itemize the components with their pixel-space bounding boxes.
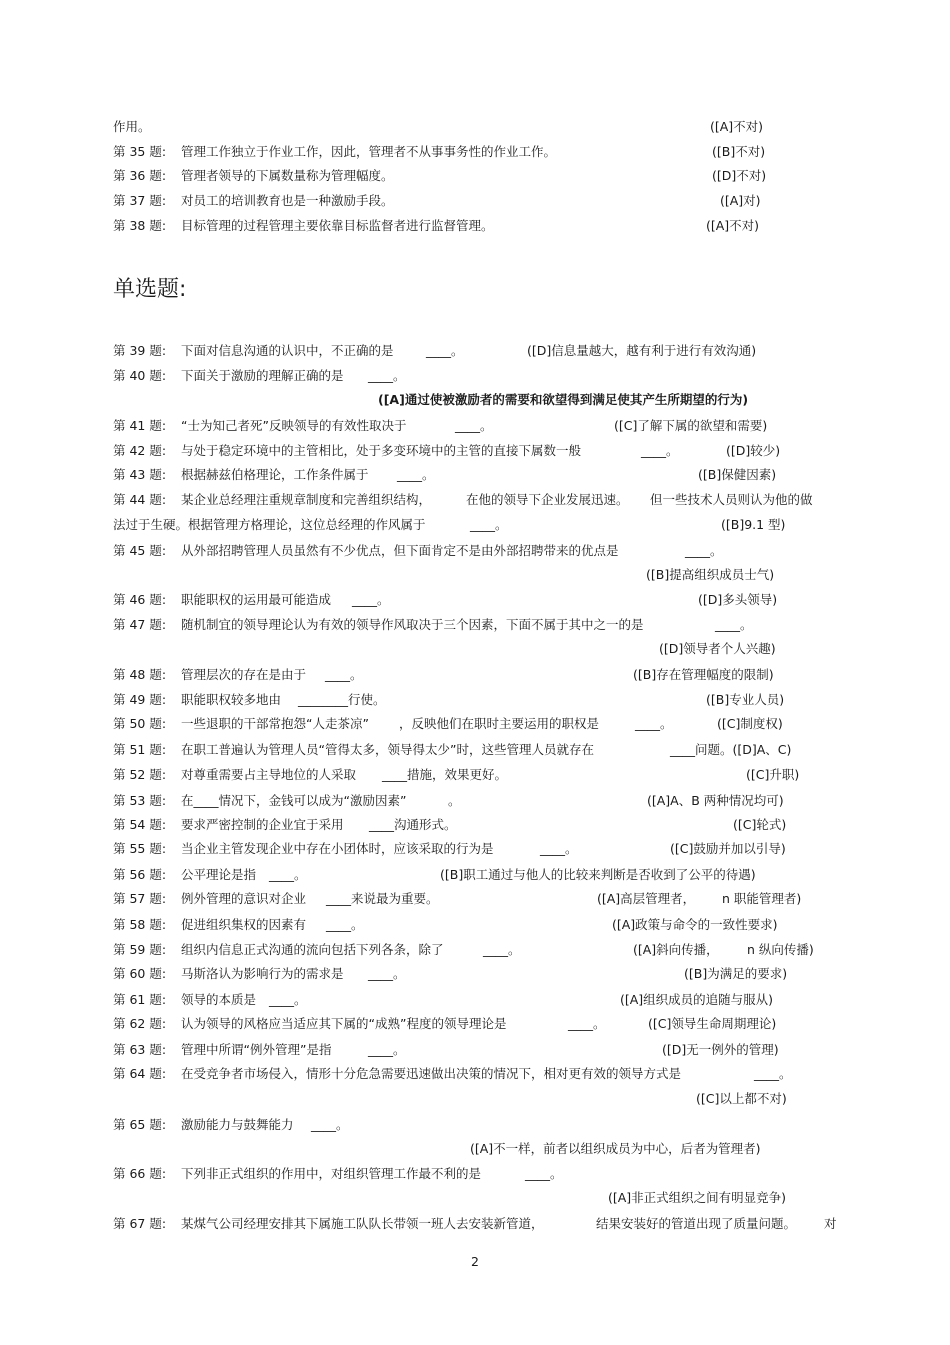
- question-text: 结果安装好的管道出现了质量问题。: [596, 1216, 797, 1231]
- answer: n 纵向传播): [747, 942, 814, 957]
- question-text: 目标管理的过程管理主要依靠目标监督者进行监督管理。: [181, 218, 494, 233]
- question-text: 激励能力与鼓舞能力: [181, 1117, 294, 1132]
- question-number: 第 43 题:: [113, 467, 167, 482]
- answer: ([D]领导者个人兴趣): [659, 641, 776, 656]
- question-number: 第 51 题:: [113, 742, 167, 757]
- question-text: 与处于稳定环境中的主管相比，处于多变环境中的主管的直接下属数一般: [181, 443, 582, 458]
- question-text: ，反映他们在职时主要运用的职权是: [399, 716, 600, 731]
- question-text: 管理中所谓“例外管理”是指: [181, 1042, 332, 1057]
- blank: ____。: [368, 966, 406, 981]
- text-line: 作用。: [113, 119, 151, 134]
- answer: ([A]高层管理者，: [597, 891, 696, 906]
- answer: ([A]非正式组织之间有明显竞争): [608, 1190, 787, 1205]
- answer: ([A]政策与命令的一致性要求): [612, 917, 778, 932]
- answer: ([A]对): [720, 193, 761, 208]
- question-number: 第 53 题:: [113, 793, 167, 808]
- question-text: 当企业主管发现企业中存在小团体时，应该采取的行为是: [181, 841, 494, 856]
- blank: ________行使。: [298, 692, 386, 707]
- question-text: 从外部招聘管理人员虽然有不少优点，但下面肯定不是由外部招聘带来的优点是: [181, 543, 619, 558]
- blank: ____问题。([D]A、C): [670, 742, 792, 757]
- answer: ([C]以上都不对): [696, 1091, 787, 1106]
- blank: ____。: [754, 1066, 792, 1081]
- question-number: 第 57 题:: [113, 891, 167, 906]
- question-text: 对尊重需要占主导地位的人采取: [181, 767, 357, 782]
- question-text: 下面对信息沟通的认识中，不正确的是: [181, 343, 394, 358]
- question-text: 对员工的培训教育也是一种激励手段。: [181, 193, 394, 208]
- question-text: 某企业总经理注重规章制度和完善组织结构，: [181, 492, 432, 507]
- question-number: 第 55 题:: [113, 841, 167, 856]
- answer: ([D]无一例外的管理): [662, 1042, 779, 1057]
- question-number: 第 41 题:: [113, 418, 167, 433]
- question-number: 第 50 题:: [113, 716, 167, 731]
- blank: ____。: [352, 592, 390, 607]
- blank: ____。: [685, 543, 723, 558]
- blank: ____。: [368, 1042, 406, 1057]
- question-text: 要求严密控制的企业宜于采用: [181, 817, 344, 832]
- answer: ([A]通过使被激励者的需要和欲望得到满足使其产生所期望的行为): [378, 392, 749, 407]
- blank: ____。: [455, 418, 493, 433]
- blank: ____措施，效果更好。: [382, 767, 508, 782]
- question-text: 在____情况下，金钱可以成为“激励因素”: [181, 793, 407, 808]
- answer: ([D]多头领导): [698, 592, 778, 607]
- question-number: 第 52 题:: [113, 767, 167, 782]
- question-text: 认为领导的风格应当适应其下属的“成熟”程度的领导理论是: [181, 1016, 507, 1031]
- question-text: 在受竞争者市场侵入，情形十分危急需要迅速做出决策的情况下，相对更有效的领导方式是: [181, 1066, 682, 1081]
- question-text: 法过于生硬。根据管理方格理论，这位总经理的作风属于: [113, 517, 426, 532]
- answer: ([B]专业人员): [706, 692, 785, 707]
- question-number: 第 56 题:: [113, 867, 167, 882]
- question-number: 第 61 题:: [113, 992, 167, 1007]
- question-number: 第 36 题:: [113, 168, 167, 183]
- question-number: 第 65 题:: [113, 1117, 167, 1132]
- blank: ____。: [635, 716, 673, 731]
- question-number: 第 63 题:: [113, 1042, 167, 1057]
- question-number: 第 54 题:: [113, 817, 167, 832]
- question-number: 第 44 题:: [113, 492, 167, 507]
- question-number: 第 45 题:: [113, 543, 167, 558]
- question-number: 第 47 题:: [113, 617, 167, 632]
- blank: ____。: [568, 1016, 606, 1031]
- answer: ([B]提高组织成员士气): [646, 567, 775, 582]
- blank: ____。: [397, 467, 435, 482]
- blank: ____。: [311, 1117, 349, 1132]
- answer: ([C]领导生命周期理论): [648, 1016, 777, 1031]
- answer: ([C]鼓励并加以引导): [670, 841, 786, 856]
- question-text: 一些退职的干部常抱怨“人走茶凉”: [181, 716, 369, 731]
- blank: ____。: [525, 1166, 563, 1181]
- blank: ____。: [269, 867, 307, 882]
- question-number: 第 59 题:: [113, 942, 167, 957]
- blank: ____沟通形式。: [369, 817, 457, 832]
- heading-single-choice: 单选题:: [113, 277, 187, 302]
- question-number: 第 48 题:: [113, 667, 167, 682]
- answer: ([D]信息量越大，越有利于进行有效沟通): [527, 343, 757, 358]
- question-number: 第 67 题:: [113, 1216, 167, 1231]
- answer: ([D]不对): [712, 168, 767, 183]
- answer: ([B]存在管理幅度的限制): [633, 667, 774, 682]
- blank: ____。: [426, 343, 464, 358]
- question-text: 例外管理的意识对企业: [181, 891, 307, 906]
- question-number: 第 46 题:: [113, 592, 167, 607]
- blank: ____来说最为重要。: [326, 891, 439, 906]
- blank: ____。: [269, 992, 307, 1007]
- question-text: 马斯洛认为影响行为的需求是: [181, 966, 344, 981]
- question-number: 第 38 题:: [113, 218, 167, 233]
- blank: ____。: [470, 517, 508, 532]
- question-text: 下面关于激励的理解正确的是: [181, 368, 344, 383]
- blank: ____。: [326, 917, 364, 932]
- blank: ____。: [368, 368, 406, 383]
- answer: ([C]升职): [746, 767, 800, 782]
- question-text: 公平理论是指: [181, 867, 257, 882]
- answer: ([C]轮式): [733, 817, 787, 832]
- question-text: 但一些技术人员则认为他的做: [650, 492, 813, 507]
- question-text: 管理者领导的下属数量称为管理幅度。: [181, 168, 394, 183]
- question-text: 某煤气公司经理安排其下属施工队队长带领一班人去安装新管道，: [181, 1216, 544, 1231]
- answer: ([A]不一样，前者以组织成员为中心，后者为管理者): [470, 1141, 761, 1156]
- question-number: 第 49 题:: [113, 692, 167, 707]
- answer: ([B]保健因素): [698, 467, 777, 482]
- blank: ____。: [641, 443, 679, 458]
- blank: ____。: [715, 617, 753, 632]
- answer: n 职能管理者): [722, 891, 802, 906]
- blank: ____。: [540, 841, 578, 856]
- blank: ____。: [325, 667, 363, 682]
- question-text: 随机制宜的领导理论认为有效的领导作风取决于三个因素，下面不属于其中之一的是: [181, 617, 644, 632]
- question-text: 在职工普遍认为管理人员“管得太多，领导得太少”时，这些管理人员就存在: [181, 742, 594, 757]
- question-number: 第 62 题:: [113, 1016, 167, 1031]
- answer: ([C]了解下属的欲望和需要): [614, 418, 768, 433]
- answer: ([A]组织成员的追随与服从): [620, 992, 774, 1007]
- answer: ([A]斜向传播，: [633, 942, 719, 957]
- question-number: 第 64 题:: [113, 1066, 167, 1081]
- answer: ([B]职工通过与他人的比较来判断是否收到了公平的待遇): [440, 867, 756, 882]
- answer: ([A]不对): [706, 218, 760, 233]
- question-number: 第 35 题:: [113, 144, 167, 159]
- page-number: 2: [471, 1254, 479, 1269]
- question-text: 对: [824, 1216, 837, 1231]
- question-number: 第 37 题:: [113, 193, 167, 208]
- question-number: 第 60 题:: [113, 966, 167, 981]
- answer: ([A]不对): [710, 119, 764, 134]
- question-number: 第 42 题:: [113, 443, 167, 458]
- question-number: 第 66 题:: [113, 1166, 167, 1181]
- answer: ([B]9.1 型): [721, 517, 786, 532]
- question-text: 领导的本质是: [181, 992, 257, 1007]
- question-text: 。: [448, 793, 461, 808]
- question-text: 根据赫兹伯格理论，工作条件属于: [181, 467, 369, 482]
- question-text: 在他的领导下企业发展迅速。: [466, 492, 629, 507]
- question-text: 管理层次的存在是由于: [181, 667, 307, 682]
- question-text: 管理工作独立于作业工作，因此，管理者不从事事务性的作业工作。: [181, 144, 557, 159]
- answer: ([D]较少): [726, 443, 781, 458]
- answer: ([B]不对): [712, 144, 766, 159]
- question-number: 第 40 题:: [113, 368, 167, 383]
- question-number: 第 39 题:: [113, 343, 167, 358]
- blank: ____。: [483, 942, 521, 957]
- question-text: 促进组织集权的因素有: [181, 917, 307, 932]
- answer: ([A]A、B 两种情况均可): [647, 793, 784, 808]
- question-text: 组织内信息正式沟通的流向包括下列各条，除了: [181, 942, 444, 957]
- question-number: 第 58 题:: [113, 917, 167, 932]
- answer: ([C]制度权): [717, 716, 783, 731]
- answer: ([B]为满足的要求): [684, 966, 788, 981]
- question-text: 职能职权的运用最可能造成: [181, 592, 332, 607]
- question-text: “士为知己者死”反映领导的有效性取决于: [181, 418, 407, 433]
- question-text: 下列非正式组织的作用中，对组织管理工作最不利的是: [181, 1166, 482, 1181]
- question-text: 职能职权较多地由: [181, 692, 282, 707]
